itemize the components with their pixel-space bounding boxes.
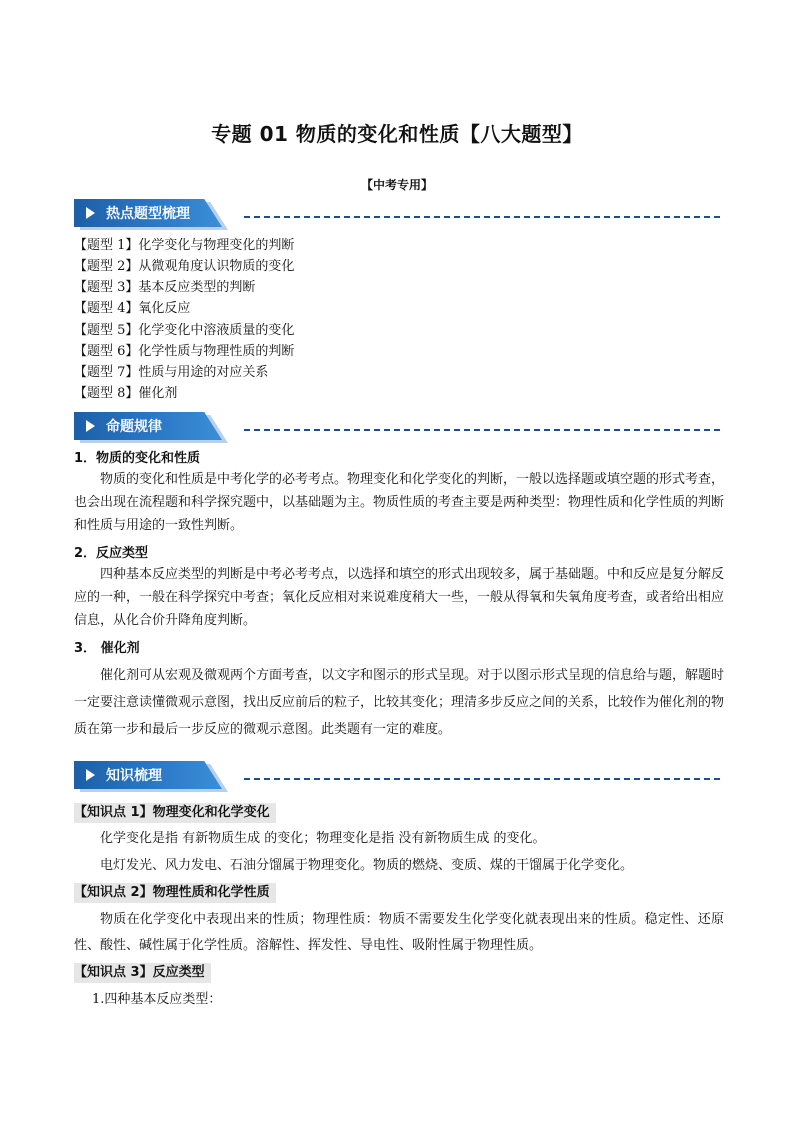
play-arrow-icon bbox=[86, 420, 95, 432]
question-type-item: 【题型 6】化学性质与物理性质的判断 bbox=[74, 344, 295, 359]
law-heading-3: 3． 催化剂 bbox=[74, 641, 140, 656]
question-type-item: 【题型 4】氧化反应 bbox=[74, 301, 191, 316]
law-heading-2: 2．反应类型 bbox=[74, 546, 149, 561]
question-type-item: 【题型 5】化学变化中溶液质量的变化 bbox=[74, 323, 295, 338]
question-type-item: 【题型 8】催化剂 bbox=[74, 386, 178, 401]
question-type-item: 【题型 7】性质与用途的对应关系 bbox=[74, 365, 269, 380]
law-paragraph-1: 物质的变化和性质是中考化学的必考考点。物理变化和化学变化的判断，一般以选择题或填空题的形式考查，也会出现在流程题和科学探究题中，以基础题为主。物质性质的考查主要是两种类型：物理性质和化学性质的判断和性质与用途的一致性判断。 bbox=[74, 472, 725, 533]
knowledge-paragraph: 物质在化学变化中表现出来的性质；物理性质：物质不需要发生化学变化就表现出来的性质。稳定性、还原性、酸性、碱性属于化学性质。溶解性、挥发性、导电性、吸附性属于物理性质。 bbox=[74, 912, 724, 953]
play-arrow-icon bbox=[86, 769, 95, 781]
document-title: 专题 01 物质的变化和性质【八大题型】 bbox=[211, 122, 583, 146]
knowledge-point-3: 【知识点 3】反应类型 bbox=[74, 963, 211, 983]
banner-label: 热点题型梳理 bbox=[106, 206, 190, 222]
banner-label: 命题规律 bbox=[106, 419, 162, 435]
dashed-divider bbox=[244, 429, 720, 431]
law-paragraph-2: 四种基本反应类型的判断是中考必考考点，以选择和填空的形式出现较多，属于基础题。中和反应是复分解反应的一种，一般在科学探究中考查；氧化反应相对来说难度稍大一些，一般从得氧和失氧角度考查，或者给出相应信息，从化合价升降角度判断。 bbox=[74, 567, 725, 628]
document-subtitle: 【中考专用】 bbox=[360, 178, 433, 192]
dashed-divider bbox=[244, 216, 720, 218]
knowledge-point-2: 【知识点 2】物理性质和化学性质 bbox=[74, 883, 276, 903]
play-arrow-icon bbox=[86, 207, 95, 219]
question-type-item: 【题型 2】从微观角度认识物质的变化 bbox=[74, 259, 295, 274]
section-banner-exam-pattern bbox=[74, 412, 724, 440]
dashed-divider bbox=[244, 778, 720, 780]
section-banner-knowledge bbox=[74, 761, 724, 789]
question-type-item: 【题型 3】基本反应类型的判断 bbox=[74, 280, 256, 295]
law-paragraph-3: 催化剂可从宏观及微观两个方面考查，以文字和图示的形式呈现。对于以图示形式呈现的信息给与题，解题时一定要注意读懂微观示意图，找出反应前后的粒子，比较其变化；理清多步反应之间的关系，比较作为催化剂的物质在第一步和最后一步反应的微观示意图。此类题有一定的难度。 bbox=[74, 668, 725, 737]
knowledge-point-1: 【知识点 1】物理变化和化学变化 bbox=[74, 803, 276, 823]
knowledge-line: 1.四种基本反应类型： bbox=[92, 992, 222, 1007]
law-heading-1: 1．物质的变化和性质 bbox=[74, 451, 201, 466]
banner-label: 知识梳理 bbox=[106, 768, 162, 784]
question-type-item: 【题型 1】化学变化与物理变化的判断 bbox=[74, 238, 295, 253]
knowledge-line: 化学变化是指 有新物质生成 的变化；物理变化是指 没有新物质生成 的变化。 bbox=[100, 831, 546, 846]
section-banner-hot-topics bbox=[74, 199, 724, 227]
knowledge-line: 电灯发光、风力发电、石油分馏属于物理变化。物质的燃烧、变质、煤的干馏属于化学变化。 bbox=[100, 858, 634, 873]
